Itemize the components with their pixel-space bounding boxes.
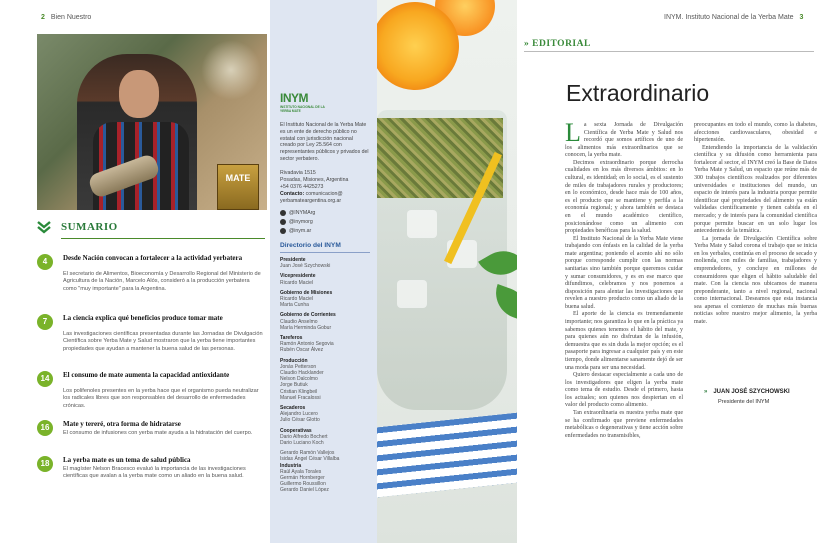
directorio-member: Guillermo Roussillon: [280, 481, 326, 488]
instagram-icon: [280, 228, 286, 234]
sumario-item-title: El consumo de mate aumenta la capacidad antioxidante: [63, 371, 230, 379]
directorio-member: Dario Luciano Koch: [280, 440, 324, 446]
ice-cube: [407, 210, 437, 238]
contact-label: Contacto:: [280, 191, 305, 197]
directorio-group: [280, 335, 370, 354]
mate-glass-photo: [377, 0, 517, 543]
directorio-member: Rubén Oscar Álvez: [280, 347, 324, 354]
directorio-role: Producción: [280, 357, 308, 364]
editorial-paragraph: Decimos extraordinario porque derrocha cualidades en los más diversos ámbitos: en lo cultural, es identidad; en lo social, es el sustento de miles de trabajadores rurales y productores; en lo económico, desde hace más de 100 años, es el producto que se mantiene y perfila a la economía regional; y ahora también se destaca en el mundo académico científico, posicionándose como un alimento con propiedades benéficas para la salud.: [565, 159, 683, 235]
directorio-group: [280, 257, 370, 269]
section-divider: [524, 51, 814, 52]
address-line-1: Rivadavia 1515: [280, 170, 316, 176]
institution-name: INYM. Instituto Nacional de la Yerba Mate: [664, 14, 794, 21]
editorial-paragraph: Entendiendo la importancia de la validación científica y su difusión como herramienta para fortalecer al sector, el INYM creó la Base de Datos Yerba Mate y Salud, un espacio que reúne más de 300 trabajos científicos realizados por diferentes universidades e instituciones del mundo, un espacio de interés para la industria porque permite identificar qué propiedades del alimento ya están validadas científicamente y tienen cabida en el mercado; y de interés para la comunidad científica porque permite buscar en un solo lugar los antecedentes de la temática.: [694, 144, 817, 235]
directorio-member: Dario Alfredo Bochert: [280, 433, 328, 440]
page-badge: 16: [37, 420, 53, 436]
sumario-item-text: Las investigaciones científicas presentadas durante las Jornadas de Divulgación Científica sobre Yerba Mate y Salud mostraron que la yerba tiene importantes propiedades que ayudan a mantener la buena salud de las personas.: [63, 331, 263, 352]
sumario-item-text: Los polifenoles presentes en la yerba hace que el organismo pueda neutralizar los radicales libres que son responsables del desarrollo de enfermedades crónicas.: [63, 388, 259, 409]
ice-cube: [397, 280, 427, 308]
signature-name: [704, 389, 790, 395]
social-handle: @INYMArg: [289, 210, 316, 216]
sumario-header: [37, 218, 265, 238]
page-number-left: 2: [41, 14, 45, 21]
directorio-divider: [280, 252, 370, 253]
editorial-paragraph: El aporte de la ciencia es tremendamente importante; nos garantiza lo que en la práctica ya sabemos quienes tenemos el hábito del mate, y para quienes aún no disfrutan de la infusión, demuestra que es sin duda la mejor opción; es el pasaporte para ingresar a cualquier país y en este tiempo, donde alimentarse sanamente dejó de ser una moda para ser una necesidad.: [565, 311, 683, 371]
package-text: MATE: [225, 173, 251, 183]
directorio-group: [280, 273, 370, 285]
directorio-role: Tareferos: [280, 335, 303, 341]
sumario-item-text: El secretario de Alimentos, Bioeconomía y Desarrollo Regional del Ministerio de Agricultura de la Nación, Marcelo Alós, consideró a la producción yerbatera como "muy importante" para la Argentina.: [63, 271, 261, 292]
directorio-member: Marta Cunha: [280, 302, 309, 309]
inym-logo: [280, 91, 328, 113]
editorial-paragraph: a sexta Jornada de Divulgación Científica de Yerba Mate y Salud nos recordó que somos artífices de uno de los alimentos más extraordinarios que se conocen, la yerba mate.: [565, 122, 683, 159]
facebook-icon: [280, 210, 286, 216]
directorio-group: [280, 450, 370, 462]
editorial-paragraph: Quiero destacar especialmente a cada uno de los investigadores que eligen la yerba mate como tema de estudio. Desde el primero, hasta los actuales; son quienes nos despiertan en el valor del producto como alimento.: [565, 372, 683, 409]
directorio-group: [280, 290, 370, 309]
section-label: » EDITORIAL: [524, 39, 591, 49]
signature-role: Presidente del INYM: [718, 399, 770, 405]
directorio-member: Nelson Dalcolmo: [280, 376, 318, 383]
directorio-role: Presidente: [280, 257, 306, 263]
dropcap: L: [565, 118, 581, 147]
directorio-role: Gobierno de Misiones: [280, 289, 333, 296]
directorio-role: Vicepresidente: [280, 273, 316, 280]
page-number-right: 3: [799, 14, 804, 21]
directorio-member: Jonás Petterson: [280, 363, 317, 370]
directorio-member: Isidas Ángel César Villalba: [280, 456, 340, 463]
phone: +54 0376 4425273: [280, 184, 324, 190]
photo-bokeh: [201, 40, 261, 100]
directorio-member: Juan José Szychowski: [280, 263, 331, 270]
editorial-column-2: [694, 122, 817, 327]
photo-figure-face: [119, 70, 159, 118]
directorio-group: [280, 358, 370, 401]
directorio-role: Gobierno de Corrientes: [280, 312, 336, 319]
editorial-paragraph: Tan extraordinaria es nuestra yerba mate que se ha confirmado que previene enfermedades metabólicas o degenerativas y tiene acción sobre enfermedades no transmisibles,: [565, 409, 683, 439]
page-badge: 7: [37, 314, 53, 330]
institution-description: El Instituto Nacional de la Yerba Mate es un ente de derecho público no estatal con jurisdicción nacional creado por Ley 25.564 con representantes públicos y privados del sector yerbatero.: [280, 122, 369, 162]
sumario-item-title: La ciencia explica qué beneficios produce tomar mate: [63, 314, 223, 322]
page-badge: 4: [37, 254, 53, 270]
sumario-item-text: El consumo de infusiones con yerba mate ayuda a la hidratación del cuerpo.: [63, 430, 253, 436]
editorial-title: Extraordinario: [566, 80, 710, 106]
signature-text: JUAN JOSÉ SZYCHOWSKI: [713, 389, 790, 395]
directorio-member: Ricardo Maciel: [280, 279, 314, 286]
directorio-group: [280, 463, 370, 494]
directorio-member: Manuel Fracalossi: [280, 394, 321, 401]
directorio-member: Alejandro Lucero: [280, 411, 318, 418]
sumario-item-title: Mate y tereré, otra forma de hidratarse: [63, 420, 181, 428]
striped-cloth: [377, 413, 517, 498]
editorial-column-1: [565, 118, 683, 440]
directorio-member: Julio César Glotto: [280, 417, 320, 424]
left-page-header: [41, 14, 91, 21]
directorio-title: Directorio del INYM: [280, 242, 341, 249]
sumario-item-title: La yerba mate es un tema de salud pública: [63, 456, 191, 464]
sumario-title: SUMARIO: [61, 221, 118, 233]
directorio-group: [280, 405, 370, 424]
editorial-paragraph: La jornada de Divulgación Científica sobre Yerba Mate y Salud corona el trabajo que se inicia en los yerbales, continúa en el proceso de secado y molienda, con miles de familias, trabajadores y emprendedores, y concluye en millones de consumidores que eligen el hábito saludable del mate. Con la ciencia nos ubicamos de manera preponderante, tanto a nivel regional, nacional como internacional. Deseamos que esta instancia sea apenas el comienzo de muchas más buenas noticias sobre nuestro mejor alimento, la yerba mate.: [694, 235, 817, 326]
directorio-member: Ramón Antonio Segovia: [280, 341, 334, 348]
arrow-icon: »: [704, 389, 708, 395]
directorio-member: Jorge Butiuk: [280, 382, 308, 389]
social-twitter[interactable]: [280, 218, 313, 226]
directorio-role: Cooperativas: [280, 427, 312, 434]
directorio-member: Gerardo Ramón Vallejos: [280, 450, 335, 457]
logo-mark: INYM: [280, 91, 308, 105]
directorio-role: Industria: [280, 462, 302, 469]
right-page-header: [664, 14, 803, 21]
logo-subtitle: INSTITUTO NACIONAL DE LA YERBA MATE: [280, 105, 325, 113]
address-line-2: Posadas, Misiones, Argentina: [280, 177, 349, 183]
directorio-member: Germán Hornberger: [280, 475, 325, 481]
sumario-item-title: Desde Nación convocan a fortalecer a la actividad yerbatera: [63, 254, 243, 262]
directorio-member: Claudio Hacklander: [280, 370, 324, 376]
contact-email-domain[interactable]: yerbamateargentina.org.ar: [280, 198, 342, 204]
directorio-member: Raúl Ayala Torales: [280, 468, 322, 475]
page-badge: 14: [37, 371, 53, 387]
directorio-role: Secaderos: [280, 405, 306, 411]
magazine-name: Bien Nuestro: [50, 14, 92, 21]
directorio-member: Ricardo Maciel: [280, 296, 314, 302]
social-handle: @inym.ar: [289, 228, 312, 234]
editorial-paragraph: preocupantes en todo el mundo, como la diabetes, afecciones cardiovasculares, obesidad e hipertensión.: [694, 122, 817, 144]
page-badge: 18: [37, 456, 53, 472]
double-chevron-icon: [37, 220, 51, 234]
sumario-item-text: El magíster Nelson Bracesco evaluó la importancia de las investigaciones científicas que avalan a la yerba mate como un aliado en la buena salud.: [63, 466, 246, 480]
social-instagram[interactable]: [280, 227, 311, 235]
directorio-member: Cristian Klingbeil: [280, 388, 318, 395]
social-handle: @inymorg: [289, 219, 313, 225]
editorial-paragraph: El Instituto Nacional de la Yerba Mate viene trabajando con énfasis en la calidad de la yerba mate argentina; poniendo el acento ahí no sólo porque corresponde cumplir con las normas sanitarias sino también porque queremos cuidar y sumar consumidores, y es en ese marco que difundimos, celebramos y nos ponemos a disposición para alentar las investigaciones que revelen a nuestro producto como un aliado de la buena salud.: [565, 235, 683, 310]
social-facebook[interactable]: [280, 209, 315, 217]
contact-email[interactable]: comunicacion@: [305, 191, 343, 197]
directorio-group: [280, 312, 370, 331]
directorio-member: Gerardo Daniel López: [280, 487, 329, 494]
directorio-member: Claudio Anselmo: [280, 318, 318, 325]
directorio-group: [280, 428, 370, 447]
photo-yerba-package: [217, 164, 259, 210]
twitter-icon: [280, 219, 286, 225]
contact-line: [280, 191, 370, 198]
cover-photo-woman-mate: [37, 34, 267, 210]
directorio-member: María Herminda Gobur: [280, 324, 332, 331]
sumario-divider: [61, 238, 265, 239]
